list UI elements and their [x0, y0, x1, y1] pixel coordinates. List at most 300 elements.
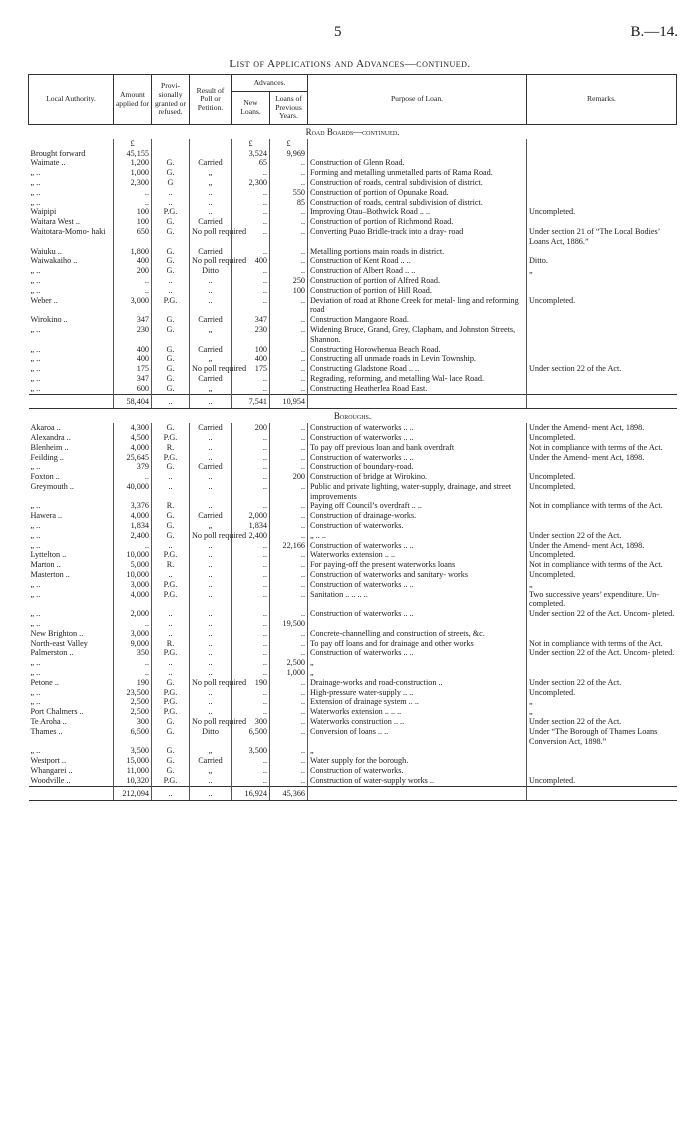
cell-previous-loans: .. — [270, 364, 308, 374]
cell-remarks — [527, 188, 677, 198]
cell-amount: 400 — [114, 345, 152, 355]
cell-result: .. — [190, 590, 232, 610]
cell-purpose: Paying off Council’s overdraft .. .. — [308, 501, 527, 511]
cell-purpose: Constructing Horowhenua Beach Road. — [308, 345, 527, 355]
cell-amount: 300 — [114, 717, 152, 727]
cell-amount: .. — [114, 619, 152, 629]
cell-purpose: Concrete-channelling and construction of streets, &c. — [308, 629, 527, 639]
cell-provisional: P.G. — [152, 707, 190, 717]
borough-row — [29, 688, 677, 698]
cell-purpose: Converting Puao Bridle-track into a dray- road — [308, 227, 527, 247]
cell-previous-loans: .. — [270, 168, 308, 178]
cell-previous-loans: .. — [270, 296, 308, 316]
currency-cell — [190, 139, 232, 149]
borough-row — [29, 619, 677, 629]
cell-previous-loans: .. — [270, 766, 308, 776]
total-row — [29, 786, 677, 801]
section-heading: Boroughs. — [333, 411, 372, 422]
cell-amount: 25,645 — [114, 453, 152, 463]
cell-previous-loans: .. — [270, 521, 308, 531]
borough-row — [29, 717, 677, 727]
cell-previous-loans: .. — [270, 374, 308, 384]
cell-new-loans: .. — [232, 482, 270, 502]
cell-previous-loans: 2,500 — [270, 658, 308, 668]
cell-amount: 1,000 — [114, 168, 152, 178]
cell-purpose: „ — [308, 668, 527, 678]
cell-remarks — [527, 384, 677, 394]
cell-authority: Akaroa .. — [30, 423, 61, 433]
cell-new-loans: .. — [232, 560, 270, 570]
road-board-row — [29, 207, 677, 217]
cell-result: Carried — [190, 511, 232, 521]
cell-purpose: Construction of waterworks and sanitary- works — [308, 570, 527, 580]
cell-result: .. — [190, 286, 232, 296]
cell-previous-loans: .. — [270, 609, 308, 619]
cell-remarks: Under section 22 of the Act. — [527, 678, 677, 688]
cell-amount: 2,500 — [114, 697, 152, 707]
borough-row — [29, 629, 677, 639]
currency-row — [29, 139, 677, 149]
cell-purpose: Conversion of loans .. .. — [308, 727, 527, 747]
cell-amount: 23,500 — [114, 688, 152, 698]
cell-purpose: Construction of Kent Road .. .. — [308, 256, 527, 266]
cell-previous-loans: .. — [270, 511, 308, 521]
cell-remarks — [527, 756, 677, 766]
borough-row — [29, 756, 677, 766]
cell-provisional: G. — [152, 423, 190, 433]
cell-authority: Westport .. — [30, 756, 66, 766]
cell-new-loans: 6,500 — [232, 727, 270, 747]
cell-result: No poll required — [190, 531, 232, 541]
total-cell-result: .. — [190, 394, 232, 409]
cell-purpose: Construction Mangaore Road. — [308, 315, 527, 325]
cell-provisional: R. — [152, 560, 190, 570]
cell-purpose: Construction of Albert Road .. .. — [308, 266, 527, 276]
cell-result: .. — [190, 629, 232, 639]
cell-result: No poll required — [190, 227, 232, 247]
cell-result: Carried — [190, 217, 232, 227]
total-cell-amount: 58,404 — [114, 394, 152, 409]
cell-new-loans: 65 — [232, 158, 270, 168]
cell-previous-loans: .. — [270, 756, 308, 766]
cell-new-loans: .. — [232, 619, 270, 629]
borough-row — [29, 472, 677, 482]
cell-provisional: G. — [152, 168, 190, 178]
cell-provisional: .. — [152, 482, 190, 502]
cell-authority: Brought forward — [30, 148, 86, 158]
cell-remarks: Under section 22 of the Act. Uncom- pleted. — [527, 648, 677, 658]
cell-result: Ditto — [190, 727, 232, 747]
cell-remarks: Uncompleted. — [527, 472, 677, 482]
road-board-row — [29, 374, 677, 384]
cell-provisional: .. — [152, 668, 190, 678]
borough-row — [29, 521, 677, 531]
cell-previous-loans: .. — [270, 227, 308, 247]
cell-previous-loans: .. — [270, 423, 308, 433]
cell-provisional: .. — [152, 570, 190, 580]
cell-amount: 3,000 — [114, 296, 152, 316]
cell-result: Carried — [190, 158, 232, 168]
borough-row — [29, 482, 677, 502]
cell-remarks — [527, 462, 677, 472]
cell-remarks: „ — [527, 697, 677, 707]
cell-result: Carried — [190, 345, 232, 355]
cell-new-loans: .. — [232, 286, 270, 296]
cell-new-loans: 200 — [232, 423, 270, 433]
cell-remarks: Under section 22 of the Act. — [527, 364, 677, 374]
cell-new-loans: .. — [232, 384, 270, 394]
cell-purpose: Deviation of road at Rhone Creek for metal- ling and reforming road — [308, 296, 527, 316]
cell-provisional: R. — [152, 501, 190, 511]
cell-authority: Waimate .. — [30, 158, 66, 168]
currency-cell — [152, 139, 190, 149]
cell-previous-loans: .. — [270, 462, 308, 472]
cell-provisional: P.G. — [152, 590, 190, 610]
cell-remarks: Under section 22 of the Act. Uncom- pleted. — [527, 609, 677, 619]
col-amount: Amount applied for — [114, 75, 152, 125]
cell-purpose: Construction of portion of Alfred Road. — [308, 276, 527, 286]
cell-new-loans: 347 — [232, 315, 270, 325]
cell-remarks: Uncompleted. — [527, 482, 677, 502]
cell-provisional: P.G. — [152, 433, 190, 443]
cell-remarks — [527, 178, 677, 188]
cell-amount: 15,000 — [114, 756, 152, 766]
total-cell-authority — [29, 394, 114, 409]
borough-row — [29, 590, 677, 610]
road-board-row — [29, 188, 677, 198]
cell-new-loans: .. — [232, 247, 270, 257]
cell-result: .. — [190, 207, 232, 217]
cell-authority: „ .. — [30, 168, 41, 178]
cell-previous-loans: .. — [270, 697, 308, 707]
cell-remarks — [527, 746, 677, 756]
cell-previous-loans: .. — [270, 384, 308, 394]
cell-previous-loans: .. — [270, 776, 308, 786]
currency-cell — [308, 139, 527, 149]
cell-remarks — [527, 658, 677, 668]
total-cell-purpose — [308, 786, 527, 801]
cell-result: .. — [190, 688, 232, 698]
cell-authority: „ .. — [30, 187, 41, 197]
cell-purpose: Construction of bridge at Wirokino. — [308, 472, 527, 482]
currency-cell — [527, 139, 677, 149]
cell-authority: Palmerston .. — [30, 648, 74, 658]
cell-amount: 4,500 — [114, 433, 152, 443]
borough-row — [29, 678, 677, 688]
cell-remarks — [527, 354, 677, 364]
cell-remarks: Uncompleted. — [527, 776, 677, 786]
cell-new-loans: 2,400 — [232, 531, 270, 541]
cell-amount: 175 — [114, 364, 152, 374]
cell-provisional: G. — [152, 462, 190, 472]
cell-purpose: Construction of waterworks. — [308, 766, 527, 776]
cell-authority: North-east Valley — [30, 638, 88, 648]
cell-new-loans: .. — [232, 658, 270, 668]
cell-amount: .. — [114, 658, 152, 668]
cell-purpose — [308, 149, 527, 159]
cell-purpose: Construction of water-supply works .. — [308, 776, 527, 786]
cell-authority: „ .. — [30, 540, 41, 550]
cell-new-loans: .. — [232, 756, 270, 766]
cell-new-loans: .. — [232, 374, 270, 384]
cell-authority: „ .. — [30, 589, 41, 599]
cell-remarks: Not in compliance with terms of the Act. — [527, 443, 677, 453]
total-cell-previous-loans: 45,366 — [270, 786, 308, 801]
cell-amount: 10,320 — [114, 776, 152, 786]
cell-authority: „ .. — [30, 530, 41, 540]
cell-purpose: High-pressure water-supply .. .. — [308, 688, 527, 698]
cell-result: Carried — [190, 374, 232, 384]
cell-previous-loans: .. — [270, 247, 308, 257]
cell-previous-loans: .. — [270, 707, 308, 717]
cell-previous-loans: .. — [270, 590, 308, 610]
borough-row — [29, 570, 677, 580]
cell-new-loans: 300 — [232, 717, 270, 727]
cell-previous-loans: .. — [270, 315, 308, 325]
cell-provisional: .. — [152, 629, 190, 639]
cell-previous-loans: .. — [270, 688, 308, 698]
cell-authority: Woodville .. — [30, 775, 71, 785]
cell-amount: 230 — [114, 325, 152, 345]
cell-purpose: Construction of waterworks .. .. — [308, 433, 527, 443]
cell-provisional: P.G. — [152, 580, 190, 590]
total-cell-new-loans: 7,541 — [232, 394, 270, 409]
cell-provisional: P.G. — [152, 688, 190, 698]
cell-new-loans: .. — [232, 776, 270, 786]
cell-purpose — [308, 619, 527, 629]
borough-row — [29, 501, 677, 511]
cell-remarks: Under the Amend- ment Act, 1898. — [527, 423, 677, 433]
cell-authority: „ .. — [30, 687, 41, 697]
borough-row — [29, 433, 677, 443]
cell-provisional: .. — [152, 286, 190, 296]
cell-provisional: G. — [152, 158, 190, 168]
cell-authority: Masterton .. — [30, 570, 70, 580]
cell-remarks: Not in compliance with terms of the Act. — [527, 639, 677, 649]
cell-previous-loans: .. — [270, 678, 308, 688]
cell-purpose: To pay off previous loan and bank overdraft — [308, 443, 527, 453]
cell-authority: Waiuku .. — [30, 246, 62, 256]
cell-remarks: Not in compliance with terms of the Act. — [527, 560, 677, 570]
col-authority: Local Authority. — [29, 75, 114, 125]
cell-provisional: G. — [152, 217, 190, 227]
cell-previous-loans: .. — [270, 325, 308, 345]
road-board-row — [29, 325, 677, 345]
cell-provisional: G. — [152, 247, 190, 257]
total-cell-result: .. — [190, 786, 232, 801]
cell-result: .. — [190, 541, 232, 551]
borough-row — [29, 639, 677, 649]
document-reference: B.—14. — [630, 24, 678, 40]
cell-purpose: Forming and metalling unmetalled parts of Rama Road. — [308, 168, 527, 178]
road-board-row — [29, 364, 677, 374]
road-board-row — [29, 198, 677, 208]
borough-row — [29, 580, 677, 590]
cell-remarks: Uncompleted. — [527, 570, 677, 580]
cell-authority: „ .. — [30, 579, 41, 589]
cell-amount: .. — [114, 668, 152, 678]
cell-purpose: Construction of drainage-works. — [308, 511, 527, 521]
road-board-row — [29, 384, 677, 394]
cell-provisional: G. — [152, 354, 190, 364]
cell-remarks — [527, 766, 677, 776]
cell-amount: 10,000 — [114, 570, 152, 580]
cell-result: .. — [190, 296, 232, 316]
cell-authority: „ .. — [30, 697, 41, 707]
cell-authority: Te Aroha .. — [30, 717, 67, 727]
cell-remarks — [527, 198, 677, 208]
cell-amount: 10,000 — [114, 550, 152, 560]
cell-new-loans: .. — [232, 697, 270, 707]
cell-amount: 4,000 — [114, 443, 152, 453]
cell-provisional: .. — [152, 658, 190, 668]
cell-provisional: G. — [152, 521, 190, 531]
cell-provisional: .. — [152, 541, 190, 551]
cell-result: .. — [190, 609, 232, 619]
cell-remarks: „ — [527, 266, 677, 276]
cell-new-loans: .. — [232, 609, 270, 619]
cell-provisional: G. — [152, 678, 190, 688]
currency-cell: £ — [114, 139, 152, 149]
borough-row — [29, 550, 677, 560]
cell-provisional: P.G. — [152, 648, 190, 658]
cell-authority: „ .. — [30, 177, 41, 187]
cell-authority: New Brighton .. — [30, 628, 84, 638]
cell-new-loans: .. — [232, 217, 270, 227]
road-board-row — [29, 149, 677, 159]
cell-previous-loans: .. — [270, 501, 308, 511]
cell-purpose: Construction of boundary-road. — [308, 462, 527, 472]
table-body — [29, 125, 677, 801]
cell-provisional: G. — [152, 384, 190, 394]
cell-provisional: G. — [152, 315, 190, 325]
cell-purpose: Construction of waterworks .. .. — [308, 541, 527, 551]
cell-provisional: .. — [152, 472, 190, 482]
cell-result: Carried — [190, 423, 232, 433]
cell-amount: 1,800 — [114, 247, 152, 257]
road-board-row — [29, 227, 677, 247]
cell-previous-loans: .. — [270, 266, 308, 276]
borough-row — [29, 658, 677, 668]
borough-row — [29, 697, 677, 707]
col-new-loans: New Loans. — [232, 92, 270, 125]
road-board-row — [29, 168, 677, 178]
cell-purpose: Construction of waterworks .. .. — [308, 580, 527, 590]
cell-authority: Blenheim .. — [30, 442, 69, 452]
cell-previous-loans: .. — [270, 580, 308, 590]
cell-amount: .. — [114, 286, 152, 296]
cell-amount: 379 — [114, 462, 152, 472]
cell-purpose: „ .. .. — [308, 531, 527, 541]
cell-result: .. — [190, 580, 232, 590]
cell-provisional: G. — [152, 345, 190, 355]
cell-purpose: Waterworks construction .. .. — [308, 717, 527, 727]
road-board-row — [29, 178, 677, 188]
borough-row — [29, 648, 677, 658]
cell-result: .. — [190, 776, 232, 786]
total-cell-previous-loans: 10,954 — [270, 394, 308, 409]
cell-result: .. — [190, 639, 232, 649]
cell-purpose: Regrading, reforming, and metalling Wal- lace Road. — [308, 374, 527, 384]
cell-new-loans: .. — [232, 570, 270, 580]
cell-amount: .. — [114, 188, 152, 198]
cell-purpose: Construction of waterworks. — [308, 521, 527, 531]
cell-provisional: G. — [152, 756, 190, 766]
cell-authority: Waiwakaiho .. — [30, 256, 78, 266]
cell-provisional: G. — [152, 717, 190, 727]
cell-previous-loans: .. — [270, 158, 308, 168]
cell-amount: 190 — [114, 678, 152, 688]
cell-remarks — [527, 158, 677, 168]
cell-authority: Petone .. — [30, 677, 59, 687]
cell-remarks: „ — [527, 580, 677, 590]
cell-purpose: Construction of portion of Richmond Road. — [308, 217, 527, 227]
cell-authority: „ .. — [30, 746, 41, 756]
cell-provisional: G — [152, 178, 190, 188]
cell-result: .. — [190, 619, 232, 629]
cell-remarks: Under the Amend- ment Act, 1898. — [527, 541, 677, 551]
cell-amount: 4,000 — [114, 511, 152, 521]
cell-provisional: .. — [152, 276, 190, 286]
cell-new-loans: 1,834 — [232, 521, 270, 531]
cell-authority: „ .. — [30, 364, 41, 374]
col-advances: Advances. — [232, 75, 308, 92]
cell-new-loans: 230 — [232, 325, 270, 345]
cell-result: .. — [190, 570, 232, 580]
cell-previous-loans: .. — [270, 717, 308, 727]
cell-provisional: G. — [152, 325, 190, 345]
cell-remarks — [527, 374, 677, 384]
cell-result: „ — [190, 325, 232, 345]
cell-authority: „ .. — [30, 668, 41, 678]
page-title: List of Applications and Advances—continued. — [229, 58, 471, 70]
cell-purpose: To pay off loans and for drainage and other works — [308, 639, 527, 649]
cell-result: .. — [190, 707, 232, 717]
cell-result: .. — [190, 188, 232, 198]
road-board-row — [29, 276, 677, 286]
total-row — [29, 394, 677, 409]
cell-result: .. — [190, 668, 232, 678]
cell-previous-loans: .. — [270, 217, 308, 227]
cell-remarks — [527, 247, 677, 257]
cell-provisional: G. — [152, 511, 190, 521]
cell-previous-loans: .. — [270, 453, 308, 463]
cell-new-loans: .. — [232, 550, 270, 560]
cell-provisional: .. — [152, 609, 190, 619]
cell-previous-loans: .. — [270, 746, 308, 756]
cell-result: .. — [190, 658, 232, 668]
cell-new-loans: 175 — [232, 364, 270, 374]
cell-authority: „ .. — [30, 285, 41, 295]
cell-remarks: Under section 21 of “The Local Bodies’ Loans Act, 1886.” — [527, 227, 677, 247]
road-board-row — [29, 345, 677, 355]
cell-authority: Alexandra .. — [30, 432, 71, 442]
cell-authority: Greymouth .. — [30, 481, 74, 491]
cell-provisional: R. — [152, 443, 190, 453]
cell-new-loans: 400 — [232, 256, 270, 266]
borough-row — [29, 560, 677, 570]
cell-amount: 3,000 — [114, 580, 152, 590]
cell-amount: 100 — [114, 207, 152, 217]
cell-new-loans: 190 — [232, 678, 270, 688]
borough-row — [29, 727, 677, 747]
cell-remarks — [527, 315, 677, 325]
cell-purpose: Waterworks extension .. .. .. — [308, 707, 527, 717]
cell-provisional: G. — [152, 531, 190, 541]
cell-purpose: Construction of waterworks .. .. — [308, 648, 527, 658]
cell-previous-loans: .. — [270, 345, 308, 355]
road-board-row — [29, 266, 677, 276]
